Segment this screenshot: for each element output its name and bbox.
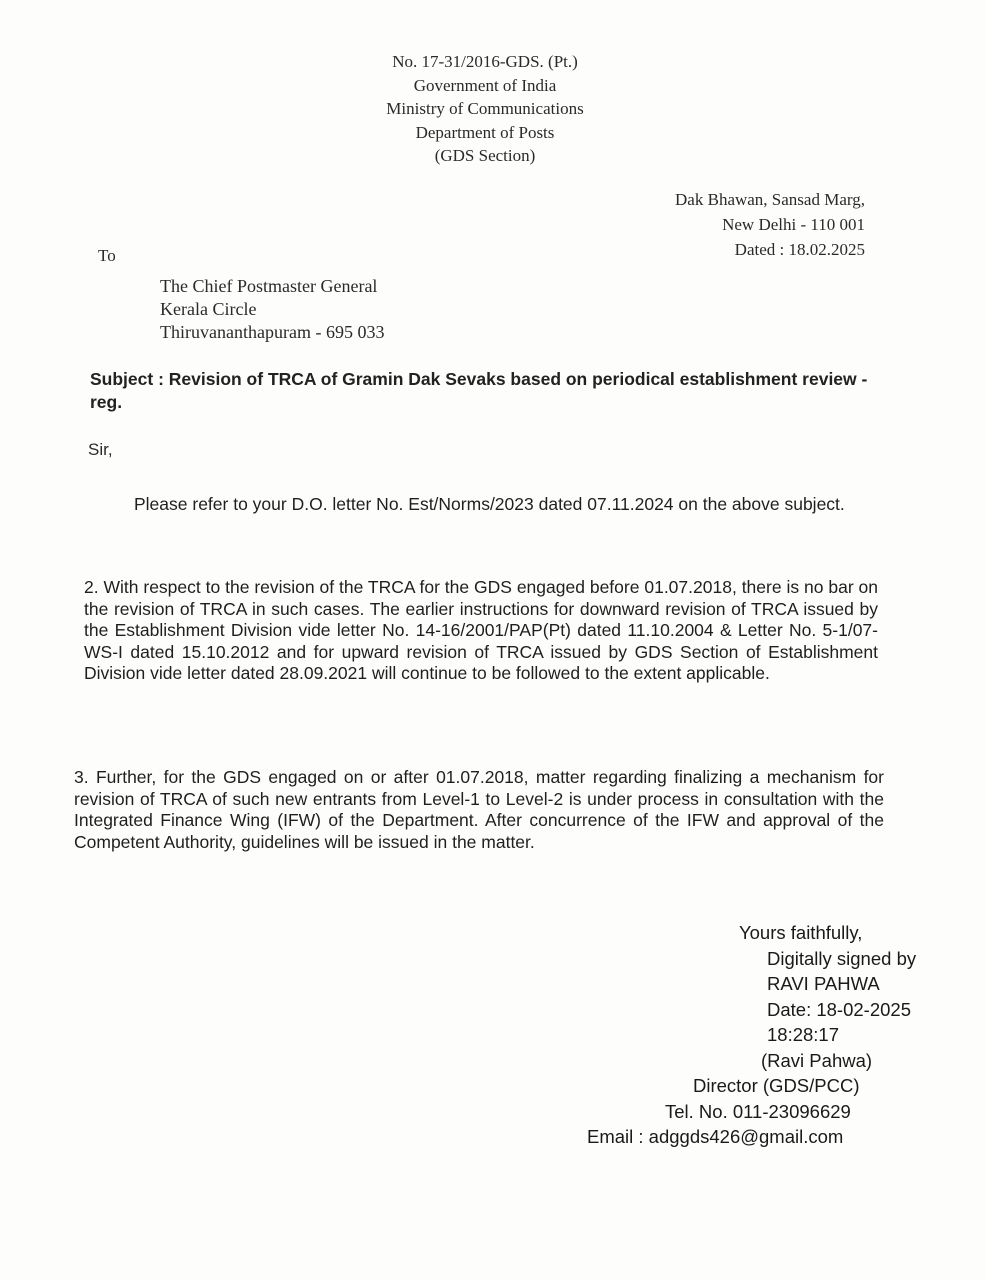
office-city: New Delhi - 110 001 <box>722 215 865 234</box>
office-address: Dak Bhawan, Sansad Marg, <box>675 190 865 209</box>
government-line: Government of India <box>413 75 557 95</box>
subject-line: Subject : Revision of TRCA of Gramin Dak Sevaks based on periodical establishment review -reg. <box>90 369 868 412</box>
file-number: No. 17-31/2016-GDS. (Pt.) <box>392 52 578 71</box>
addressee-line-2: Kerala Circle <box>160 299 257 319</box>
ministry-line: Ministry of Communications <box>386 99 584 118</box>
closing: Yours faithfully, <box>739 922 863 943</box>
signatory-email: Email : adggds426@gmail.com <box>587 1126 844 1147</box>
department-line: Department of Posts <box>415 122 555 142</box>
digital-signature-label: Digitally signed by <box>767 947 917 969</box>
letter-header <box>340 50 630 168</box>
signatory-telephone: Tel. No. 011-23096629 <box>665 1100 851 1122</box>
paragraph-1: Please refer to your D.O. letter No. Est/Norms/2023 dated 07.11.2024 on the above subject. <box>134 494 845 514</box>
addressee-block <box>160 275 384 344</box>
paragraph-3: 3. Further, for the GDS engaged on or after 01.07.2018, matter regarding finalizing a mechanism for revision of TRCA of such new entrants from Level-1 to Level-2 is under process in consultation with the Integrated Finance Wing (IFW) of the Department. After concurrence of the IFW and approval of the Competent Authority, guidelines will be issued in the matter. <box>74 767 884 852</box>
section-line: (GDS Section) <box>434 146 536 165</box>
signature-date: Date: 18-02-2025 <box>767 998 911 1020</box>
to-label: To <box>98 246 116 265</box>
signatory-designation: Director (GDS/PCC) <box>693 1075 860 1096</box>
signatory-name: (Ravi Pahwa) <box>761 1049 873 1071</box>
place-and-date <box>560 187 865 262</box>
addressee-line-3: Thiruvananthapuram - 695 033 <box>160 322 385 342</box>
digital-signer: RAVI PAHWA <box>767 973 880 994</box>
paragraph-2: 2. With respect to the revision of the TRCA for the GDS engaged before 01.07.2018, there is no bar on the revision of TRCA in such cases. The earlier instructions for downward revision of TRCA issued by the Establishment Division vide letter No. 14-16/2001/PAP(Pt) dated 11.10.2004 & Letter No. 5-1/07-WS-I dated 15.10.2012 and for upward revision of TRCA issued by GDS Section of Establishment Division vide letter dated 28.09.2021 will continue to be followed to the extent applicable. <box>84 577 878 683</box>
addressee-line-1: The Chief Postmaster General <box>160 276 378 296</box>
signature-time: 18:28:17 <box>767 1024 840 1045</box>
letter-date: Dated : 18.02.2025 <box>734 240 865 259</box>
salutation: Sir, <box>88 440 113 459</box>
signature-block <box>587 920 957 1150</box>
